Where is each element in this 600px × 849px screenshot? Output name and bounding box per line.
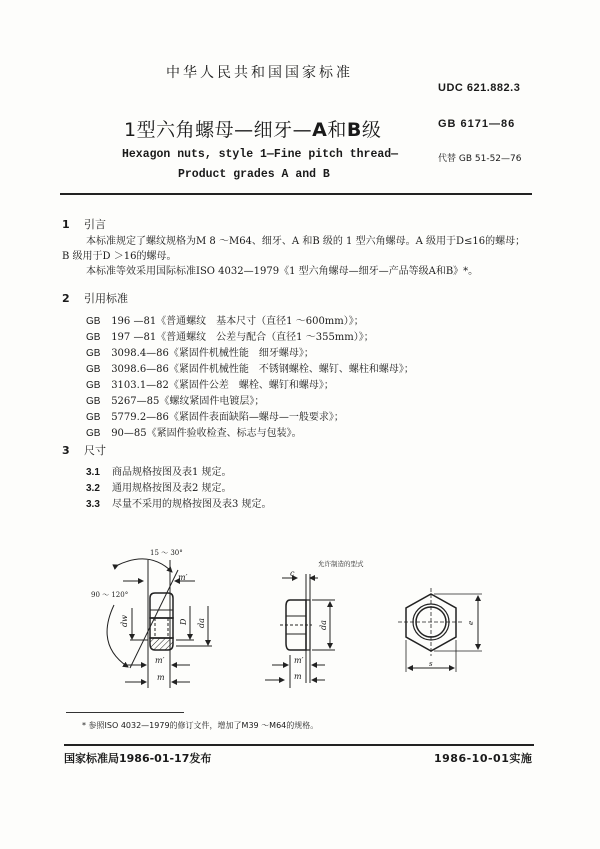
section-number: 3 (62, 444, 70, 457)
reference-item: GB 3098.4—86《紧固件机械性能 细牙螺母》； (86, 348, 314, 359)
angle-top-label: 15 ～ 30° (150, 549, 183, 557)
dw-label: dw (120, 615, 129, 627)
section-1-para-1-cont: B 级用于D ＞16的螺母。 (62, 251, 177, 262)
subsection-3-1: 3.1 商品规格按图及表1 规定。 (86, 467, 232, 478)
c-label: c (290, 569, 295, 578)
section-number: 1 (62, 218, 70, 231)
reference-item: GB 196 —81《普通螺纹 基本尺寸（直径1 ～600mm）》； (86, 316, 364, 327)
alt-form-caption: 允许制造的型式 (318, 560, 364, 568)
m-label: m (157, 673, 165, 682)
issuer-heading: 中华人民共和国国家标准 (166, 65, 353, 81)
section-title: 引用标准 (84, 292, 128, 305)
effective-date: 1986-10-01实施 (434, 752, 533, 765)
m-prime-label-alt: m′ (294, 656, 304, 665)
da-label-alt: da (319, 620, 328, 630)
english-title-line2: Product grades A and B (178, 168, 330, 181)
m-label-alt: m (294, 672, 302, 681)
da-label: da (197, 618, 206, 628)
section-1-para-1: 本标准规定了螺纹规格为M 8 ～M64、细牙、A 和B 级的 1 型六角螺母。A 级用于D≤16的螺母； (86, 236, 526, 247)
footnote-divider (66, 712, 184, 713)
standard-number: GB 6171—86 (438, 118, 516, 130)
footnote: * 参照ISO 4032—1979的修订文件，增加了M39 ～M64的规格。 (82, 721, 319, 730)
title-suffix: 级 (361, 119, 382, 141)
reference-item: GB 3098.6—86《紧固件机械性能 不锈钢螺栓、螺钉、螺柱和螺母》； (86, 364, 414, 375)
top-view-labels (429, 621, 475, 668)
reference-item: GB 5779.2—86《紧固件表面缺陷—螺母—一般要求》； (86, 412, 344, 423)
section-number: 2 (62, 292, 70, 305)
s-label: s (429, 660, 433, 668)
english-title-line1: Hexagon nuts, style 1—Fine pitch thread— (122, 148, 399, 161)
subsection-3-3: 3.3 尽量不采用的规格按图及表3 规定。 (86, 499, 272, 510)
reference-item: GB 90—85《紧固件验收检查、标志与包装》。 (86, 428, 302, 439)
reference-item: GB 5267—85《螺纹紧固件电镀层》； (86, 396, 265, 407)
m-prime-label: m′ (178, 573, 188, 582)
replaces-note: 代替 GB 51-52—76 (438, 154, 522, 164)
angle-left-label: 90 ～ 120° (91, 591, 129, 599)
reference-item: GB 3103.1—82《紧固件公差 螺栓、螺钉和螺母》； (86, 380, 334, 391)
title-prefix: 1型六角螺母—细牙— (124, 119, 313, 141)
alternative-form-labels (290, 559, 364, 681)
alternative-form-drawing (265, 574, 335, 688)
reference-item: GB 197 —81《普通螺纹 公差与配合（直径1 ～355mm）》； (86, 332, 374, 343)
section-1-para-2: 本标准等效采用国际标准ISO 4032—1979《1 型六角螺母—细牙—产品等级A和B》*。 (86, 266, 479, 277)
footer-divider (64, 744, 534, 746)
m-prime-label-bottom: m′ (155, 656, 165, 665)
e-label: e (467, 620, 475, 625)
title-mid: 和 (327, 119, 347, 141)
title-grade-b: B (346, 119, 362, 141)
top-view-drawing (398, 588, 482, 672)
issue-date: 国家标准局1986-01-17发布 (64, 752, 212, 765)
title-grade-a: A (312, 119, 328, 141)
D-label: D (179, 618, 188, 625)
section-title: 尺寸 (84, 444, 106, 457)
section-title: 引言 (84, 218, 106, 231)
subsection-3-2: 3.2 通用规格按图及表2 规定。 (86, 483, 232, 494)
udc-code: UDC 621.882.3 (438, 82, 521, 94)
